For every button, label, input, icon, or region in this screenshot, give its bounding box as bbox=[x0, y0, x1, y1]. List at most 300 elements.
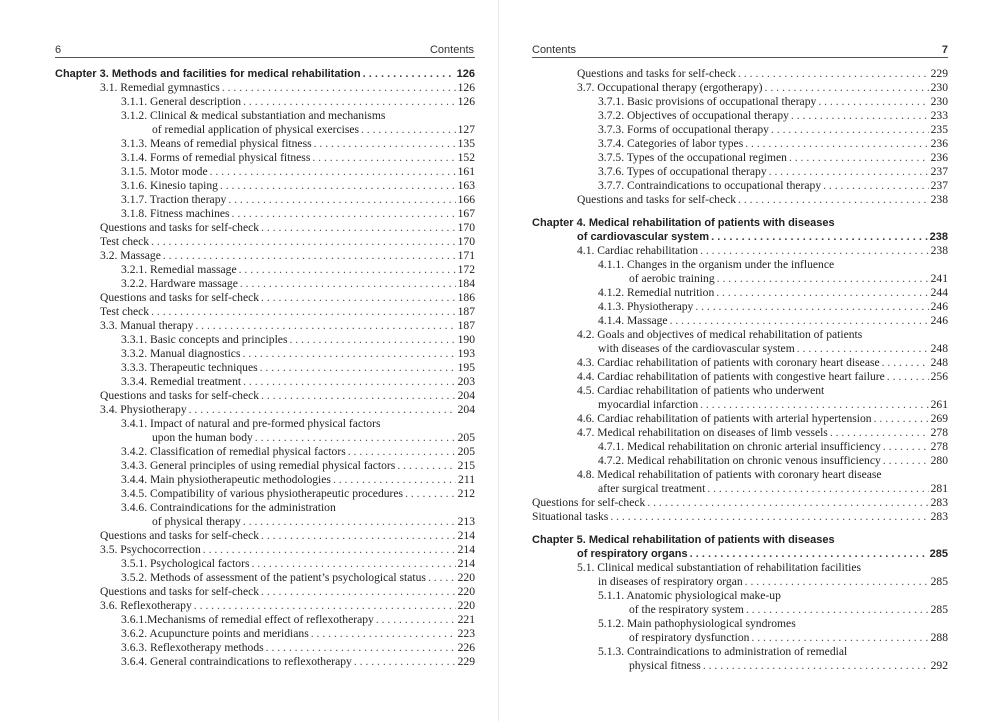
dot-leader bbox=[874, 412, 929, 426]
toc-entry[interactable] bbox=[532, 440, 948, 454]
toc-entry-title: 3.3.4. Remedial treatment bbox=[121, 375, 242, 388]
toc-entry-title: 3.6.3. Reflexotherapy methods bbox=[121, 641, 264, 654]
toc-page-number: 226 bbox=[457, 641, 475, 654]
dot-leader bbox=[261, 585, 456, 599]
toc-page-number: 248 bbox=[930, 356, 948, 369]
toc-page-number: 235 bbox=[930, 123, 948, 136]
toc-entry-title: 4.7.1. Medical rehabilitation on chronic arterial insufficiency bbox=[598, 440, 881, 453]
toc-entry-title: of the respiratory system bbox=[629, 603, 744, 616]
toc-entry[interactable] bbox=[532, 300, 948, 314]
toc-entry-title: 4.1.4. Massage bbox=[598, 314, 668, 327]
dot-leader bbox=[883, 454, 929, 468]
dot-leader bbox=[261, 221, 456, 235]
toc-entry[interactable] bbox=[532, 645, 948, 659]
toc-page-number: 244 bbox=[930, 286, 948, 299]
toc-entry[interactable] bbox=[532, 123, 948, 137]
toc-entry-title: Situational tasks bbox=[532, 510, 609, 523]
toc-page-number: 233 bbox=[930, 109, 948, 122]
toc-page-number: 230 bbox=[930, 81, 948, 94]
toc-entry-title: 3.3.2. Manual diagnostics bbox=[121, 347, 241, 360]
toc-entry-title: 3.4.4. Main physiotherapeutic methodologies bbox=[121, 473, 331, 486]
dot-leader bbox=[883, 440, 929, 454]
toc-entry-title: 3.2. Massage bbox=[100, 249, 161, 262]
toc-entry-title: 3.4.3. General principles of using remedial physical factors bbox=[121, 459, 396, 472]
dot-leader bbox=[261, 389, 456, 403]
toc-entry[interactable] bbox=[532, 244, 948, 258]
toc-page-number: 163 bbox=[457, 179, 475, 192]
toc-entry[interactable] bbox=[55, 109, 475, 123]
toc-entry-title: 3.1.4. Forms of remedial physical fitness bbox=[121, 151, 311, 164]
toc-entry[interactable] bbox=[532, 258, 948, 272]
section-gap bbox=[532, 207, 948, 216]
toc-entry-title: 4.7.2. Medical rehabilitation on chronic venous insufficiency bbox=[598, 454, 881, 467]
toc-entry[interactable] bbox=[532, 179, 948, 193]
dot-leader bbox=[363, 67, 455, 81]
toc-entry-title: 3.7.2. Objectives of occupational therapy bbox=[598, 109, 789, 122]
toc-entry-title: Test check bbox=[100, 235, 150, 248]
dot-leader bbox=[255, 431, 456, 445]
toc-entry[interactable] bbox=[55, 165, 475, 179]
toc-page-number: 230 bbox=[930, 95, 948, 108]
toc-entry-title: 3.4.6. Contraindications for the administration bbox=[121, 501, 336, 514]
toc-entry[interactable] bbox=[55, 81, 475, 95]
dot-leader bbox=[239, 263, 456, 277]
toc-entry-title: 3.6. Reflexotherapy bbox=[100, 599, 192, 612]
toc-entry[interactable] bbox=[55, 431, 475, 445]
toc-entry[interactable] bbox=[532, 165, 948, 179]
toc-entry[interactable] bbox=[55, 333, 475, 347]
toc-page-number: 220 bbox=[457, 585, 475, 598]
toc-entry[interactable] bbox=[532, 81, 948, 95]
toc-entry[interactable] bbox=[55, 473, 475, 487]
toc-page-number: 170 bbox=[457, 235, 475, 248]
toc-entry-title: 4.6. Cardiac rehabilitation of patients with arterial hypertension bbox=[577, 412, 872, 425]
toc-page-number: 214 bbox=[457, 543, 475, 556]
dot-leader bbox=[251, 557, 455, 571]
toc-page-number: 256 bbox=[930, 370, 948, 383]
toc-entry-title: 4.7. Medical rehabilitation on diseases of limb vessels bbox=[577, 426, 828, 439]
left-running-head: Contents bbox=[429, 44, 474, 56]
toc-page-number: 220 bbox=[457, 599, 475, 612]
toc-entry-title: 3.3. Manual therapy bbox=[100, 319, 194, 332]
toc-entry-title: 4.8. Medical rehabilitation of patients with coronary heart disease bbox=[577, 468, 882, 481]
toc-entry[interactable] bbox=[532, 617, 948, 631]
toc-entry[interactable] bbox=[532, 426, 948, 440]
toc-entry[interactable] bbox=[55, 123, 475, 137]
toc-page-number: 220 bbox=[457, 571, 475, 584]
section-gap bbox=[532, 524, 948, 533]
toc-entry[interactable] bbox=[532, 454, 948, 468]
toc-entry-title: Questions and tasks for self-check bbox=[100, 221, 260, 234]
toc-entry[interactable] bbox=[532, 589, 948, 603]
toc-entry[interactable] bbox=[55, 95, 475, 109]
toc-entry[interactable] bbox=[532, 356, 948, 370]
toc-page-number: 211 bbox=[458, 473, 475, 486]
dot-leader bbox=[738, 193, 929, 207]
toc-chapter-entry[interactable] bbox=[532, 216, 948, 230]
toc-entry-title: 3.5. Psychocorrection bbox=[100, 543, 201, 556]
toc-entry-title: 3.7.4. Categories of labor types bbox=[598, 137, 744, 150]
toc-entry-title: after surgical treatment bbox=[598, 482, 706, 495]
toc-entry[interactable] bbox=[55, 445, 475, 459]
toc-page-number: 269 bbox=[930, 412, 948, 425]
toc-entry-title: 5.1.2. Main pathophysiological syndromes bbox=[598, 617, 796, 630]
toc-entry-title: of physical therapy bbox=[152, 515, 241, 528]
toc-entry[interactable] bbox=[55, 375, 475, 389]
dot-leader bbox=[397, 459, 455, 473]
dot-leader bbox=[189, 403, 456, 417]
toc-entry-title: Questions and tasks for self-check bbox=[100, 529, 260, 542]
toc-chapter-entry[interactable] bbox=[55, 67, 475, 81]
toc-entry[interactable] bbox=[532, 398, 948, 412]
toc-entry-title: 3.7.6. Types of occupational therapy bbox=[598, 165, 767, 178]
toc-entry-title: Questions and tasks for self-check bbox=[577, 67, 737, 80]
toc-entry[interactable] bbox=[55, 389, 475, 403]
toc-page-number: 288 bbox=[930, 631, 948, 644]
dot-leader bbox=[163, 249, 456, 263]
toc-page-number: 204 bbox=[457, 403, 475, 416]
toc-entry-title: 5.1. Clinical medical substantiation of rehabilitation facilities bbox=[577, 561, 861, 574]
dot-leader bbox=[314, 137, 456, 151]
toc-page-number: 238 bbox=[929, 231, 948, 243]
dot-leader bbox=[361, 123, 456, 137]
toc-entry-title: 3.7. Occupational therapy (ergotherapy) bbox=[577, 81, 763, 94]
dot-leader bbox=[791, 109, 929, 123]
right-page-number: 7 bbox=[941, 44, 948, 56]
toc-entry[interactable] bbox=[55, 599, 475, 613]
toc-entry[interactable] bbox=[532, 151, 948, 165]
toc-entry[interactable] bbox=[532, 482, 948, 496]
toc-entry-title: in diseases of respiratory organ bbox=[598, 575, 743, 588]
toc-entry[interactable] bbox=[532, 109, 948, 123]
toc-entry[interactable] bbox=[55, 347, 475, 361]
dot-leader bbox=[240, 277, 456, 291]
left-header-rule bbox=[55, 57, 475, 58]
toc-entry-title: Test check bbox=[100, 305, 150, 318]
toc-entry[interactable] bbox=[55, 179, 475, 193]
toc-entry[interactable] bbox=[55, 571, 475, 585]
toc-page-number: 187 bbox=[457, 319, 475, 332]
toc-entry-title: 3.2.2. Hardware massage bbox=[121, 277, 238, 290]
toc-page-number: 161 bbox=[457, 165, 475, 178]
toc-entry[interactable] bbox=[55, 235, 475, 249]
toc-entry-title: Chapter 5. Medical rehabilitation of patients with diseases bbox=[532, 534, 835, 546]
toc-page-number: 170 bbox=[457, 221, 475, 234]
toc-entry-title: 3.3.3. Therapeutic techniques bbox=[121, 361, 258, 374]
toc-page-number: 186 bbox=[457, 291, 475, 304]
dot-leader bbox=[771, 123, 929, 137]
toc-entry-title: 4.1.3. Physiotherapy bbox=[598, 300, 694, 313]
toc-entry[interactable] bbox=[532, 286, 948, 300]
toc-page-number: 166 bbox=[457, 193, 475, 206]
dot-leader bbox=[289, 333, 455, 347]
toc-entry[interactable] bbox=[55, 459, 475, 473]
toc-entry-title: 5.1.3. Contraindications to administration of remedial bbox=[598, 645, 848, 658]
toc-entry-title: of aerobic training bbox=[629, 272, 715, 285]
toc-entry[interactable] bbox=[55, 193, 475, 207]
right-header-rule bbox=[532, 57, 948, 58]
dot-leader bbox=[823, 179, 928, 193]
dot-leader bbox=[610, 510, 928, 524]
dot-leader bbox=[745, 575, 929, 589]
dot-leader bbox=[228, 193, 455, 207]
dot-leader bbox=[222, 81, 456, 95]
toc-entry[interactable] bbox=[532, 496, 948, 510]
dot-leader bbox=[405, 487, 456, 501]
toc-page-number: 221 bbox=[457, 613, 475, 626]
toc-entry[interactable] bbox=[55, 361, 475, 375]
toc-entry-title: 3.1.7. Traction therapy bbox=[121, 193, 227, 206]
toc-entry[interactable] bbox=[532, 67, 948, 81]
toc-entry-title: 3.4.5. Compatibility of various physiotherapeutic procedures bbox=[121, 487, 404, 500]
toc-entry[interactable] bbox=[55, 207, 475, 221]
dot-leader bbox=[220, 179, 456, 193]
toc-entry-title: 3.1.1. General description bbox=[121, 95, 242, 108]
toc-entry[interactable] bbox=[55, 487, 475, 501]
dot-leader bbox=[354, 655, 456, 669]
toc-page-number: 246 bbox=[930, 314, 948, 327]
dot-leader bbox=[789, 151, 929, 165]
toc-entry-title: of cardiovascular system bbox=[577, 231, 710, 243]
toc-entry-title: 3.1.6. Kinesio taping bbox=[121, 179, 218, 192]
dot-leader bbox=[261, 529, 456, 543]
dot-leader bbox=[203, 543, 456, 557]
toc-entry-title: myocardial infarction bbox=[598, 398, 699, 411]
dot-leader bbox=[243, 515, 456, 529]
toc-page-number: 215 bbox=[457, 459, 475, 472]
toc-entry[interactable] bbox=[55, 515, 475, 529]
toc-page-number: 223 bbox=[457, 627, 475, 640]
toc-entry-title: 5.1.1. Anatomic physiological make-up bbox=[598, 589, 781, 602]
toc-chapter-entry[interactable] bbox=[532, 230, 948, 244]
toc-entry-title: 3.4.2. Classification of remedial physical factors bbox=[121, 445, 346, 458]
toc-entry-title: 4.5. Cardiac rehabilitation of patients who underwent bbox=[577, 384, 825, 397]
dot-leader bbox=[700, 398, 928, 412]
dot-leader bbox=[647, 496, 928, 510]
left-toc-list bbox=[55, 67, 475, 669]
dot-leader bbox=[428, 571, 456, 585]
toc-entry[interactable] bbox=[532, 272, 948, 286]
toc-entry-title: 3.1.8. Fitness machines bbox=[121, 207, 230, 220]
toc-entry[interactable] bbox=[55, 291, 475, 305]
right-running-head: Contents bbox=[532, 44, 577, 56]
dot-leader bbox=[711, 230, 928, 244]
dot-leader bbox=[260, 361, 456, 375]
dot-leader bbox=[717, 272, 929, 286]
toc-entry-title: 4.1.2. Remedial nutrition bbox=[598, 286, 715, 299]
toc-entry[interactable] bbox=[55, 501, 475, 515]
dot-leader bbox=[312, 151, 455, 165]
toc-entry[interactable] bbox=[55, 151, 475, 165]
toc-page-number: 212 bbox=[457, 487, 475, 500]
dot-leader bbox=[700, 244, 929, 258]
toc-entry-title: 3.7.1. Basic provisions of occupational therapy bbox=[598, 95, 817, 108]
toc-entry[interactable] bbox=[55, 557, 475, 571]
toc-entry[interactable] bbox=[532, 370, 948, 384]
toc-page-number: 283 bbox=[930, 496, 948, 509]
toc-page-number: 236 bbox=[930, 151, 948, 164]
toc-entry[interactable] bbox=[55, 641, 475, 655]
toc-page-number: 285 bbox=[930, 603, 948, 616]
toc-chapter-entry[interactable] bbox=[532, 547, 948, 561]
toc-entry-title: physical fitness bbox=[629, 659, 701, 672]
toc-page-number: 261 bbox=[930, 398, 948, 411]
toc-entry[interactable] bbox=[55, 627, 475, 641]
dot-leader bbox=[333, 473, 456, 487]
toc-entry-title: 3.3.1. Basic concepts and principles bbox=[121, 333, 288, 346]
toc-page-number: 241 bbox=[930, 272, 948, 285]
toc-page-number: 187 bbox=[457, 305, 475, 318]
dot-leader bbox=[695, 300, 928, 314]
toc-page-number: 190 bbox=[457, 333, 475, 346]
toc-entry[interactable] bbox=[55, 529, 475, 543]
toc-page-number: 203 bbox=[457, 375, 475, 388]
toc-entry-title: 3.7.7. Contraindications to occupational therapy bbox=[598, 179, 822, 192]
toc-entry-title: of remedial application of physical exercises bbox=[152, 123, 359, 136]
dot-leader bbox=[195, 319, 455, 333]
toc-entry[interactable] bbox=[532, 95, 948, 109]
toc-page-number: 126 bbox=[457, 81, 475, 94]
toc-page-number: 193 bbox=[457, 347, 475, 360]
toc-entry[interactable] bbox=[532, 468, 948, 482]
toc-page-number: 214 bbox=[457, 557, 475, 570]
toc-entry[interactable] bbox=[55, 613, 475, 627]
dot-leader bbox=[210, 165, 456, 179]
toc-page-number: 285 bbox=[929, 548, 948, 560]
toc-entry[interactable] bbox=[55, 543, 475, 557]
dot-leader bbox=[751, 631, 928, 645]
toc-entry-title: 4.3. Cardiac rehabilitation of patients with coronary heart disease bbox=[577, 356, 880, 369]
toc-entry[interactable] bbox=[532, 412, 948, 426]
toc-page-number: 285 bbox=[930, 575, 948, 588]
toc-entry-title: of respiratory organs bbox=[577, 548, 688, 560]
toc-entry[interactable] bbox=[532, 510, 948, 524]
toc-entry[interactable] bbox=[532, 561, 948, 575]
toc-page-number: 126 bbox=[457, 95, 475, 108]
toc-entry-title: upon the human body bbox=[152, 431, 253, 444]
dot-leader bbox=[703, 659, 929, 673]
toc-page-number: 167 bbox=[457, 207, 475, 220]
dot-leader bbox=[670, 314, 929, 328]
dot-leader bbox=[151, 305, 456, 319]
toc-entry-title: 3.5.2. Methods of assessment of the patient’s psychological status bbox=[121, 571, 426, 584]
left-page-number: 6 bbox=[55, 44, 62, 56]
toc-entry[interactable] bbox=[55, 137, 475, 151]
toc-entry-title: 3.6.4. General contraindications to reflexotherapy bbox=[121, 655, 352, 668]
dot-leader bbox=[765, 81, 929, 95]
dot-leader bbox=[243, 375, 456, 389]
toc-page-number: 135 bbox=[457, 137, 475, 150]
dot-leader bbox=[376, 613, 456, 627]
toc-chapter-entry[interactable] bbox=[532, 533, 948, 547]
toc-entry-title: Questions for self-check bbox=[532, 496, 646, 509]
toc-entry-title: 3.5.1. Psychological factors bbox=[121, 557, 250, 570]
toc-entry[interactable] bbox=[532, 384, 948, 398]
dot-leader bbox=[707, 482, 928, 496]
toc-page-number: 171 bbox=[457, 249, 475, 262]
dot-leader bbox=[745, 137, 928, 151]
toc-entry[interactable] bbox=[55, 585, 475, 599]
dot-leader bbox=[232, 207, 456, 221]
toc-entry[interactable] bbox=[532, 342, 948, 356]
right-page bbox=[500, 0, 1000, 721]
toc-entry[interactable] bbox=[55, 221, 475, 235]
toc-entry-title: Questions and tasks for self-check bbox=[100, 585, 260, 598]
toc-page-number: 184 bbox=[457, 277, 475, 290]
toc-entry[interactable] bbox=[55, 305, 475, 319]
toc-entry[interactable] bbox=[55, 403, 475, 417]
toc-entry-title: 4.1. Cardiac rehabilitation bbox=[577, 244, 699, 257]
toc-page-number: 195 bbox=[457, 361, 475, 374]
dot-leader bbox=[769, 165, 929, 179]
toc-page-number: 229 bbox=[930, 67, 948, 80]
toc-entry[interactable] bbox=[55, 249, 475, 263]
toc-entry-title: Chapter 4. Medical rehabilitation of patients with diseases bbox=[532, 217, 835, 229]
toc-page-number: 213 bbox=[457, 515, 475, 528]
toc-page-number: 238 bbox=[930, 244, 948, 257]
dot-leader bbox=[716, 286, 928, 300]
toc-page-number: 204 bbox=[457, 389, 475, 402]
dot-leader bbox=[194, 599, 456, 613]
toc-entry[interactable] bbox=[55, 655, 475, 669]
toc-page-number: 152 bbox=[457, 151, 475, 164]
toc-page-number: 214 bbox=[457, 529, 475, 542]
toc-entry[interactable] bbox=[532, 575, 948, 589]
toc-page-number: 292 bbox=[930, 659, 948, 672]
dot-leader bbox=[882, 356, 929, 370]
toc-entry-title: Questions and tasks for self-check bbox=[577, 193, 737, 206]
toc-page-number: 278 bbox=[930, 440, 948, 453]
dot-leader bbox=[818, 95, 928, 109]
toc-entry-title: 3.6.2. Acupuncture points and meridians bbox=[121, 627, 309, 640]
dot-leader bbox=[266, 641, 456, 655]
toc-entry-title: 4.2. Goals and objectives of medical rehabilitation of patients bbox=[577, 328, 863, 341]
toc-page-number: 278 bbox=[930, 426, 948, 439]
toc-entry[interactable] bbox=[532, 328, 948, 342]
toc-page-number: 205 bbox=[457, 445, 475, 458]
toc-entry-title: 3.7.3. Forms of occupational therapy bbox=[598, 123, 769, 136]
dot-leader bbox=[887, 370, 929, 384]
toc-page-number: 238 bbox=[930, 193, 948, 206]
toc-entry-title: 3.7.5. Types of the occupational regimen bbox=[598, 151, 787, 164]
toc-entry[interactable] bbox=[55, 319, 475, 333]
toc-entry-title: Chapter 3. Methods and facilities for medical rehabilitation bbox=[55, 68, 361, 80]
toc-entry[interactable] bbox=[55, 277, 475, 291]
toc-entry[interactable] bbox=[532, 193, 948, 207]
dot-leader bbox=[311, 627, 456, 641]
toc-entry[interactable] bbox=[532, 631, 948, 645]
dot-leader bbox=[348, 445, 456, 459]
toc-entry-title: 4.1.1. Changes in the organism under the influence bbox=[598, 258, 835, 271]
dot-leader bbox=[690, 547, 928, 561]
toc-entry-title: of respiratory dysfunction bbox=[629, 631, 750, 644]
toc-entry-title: 4.4. Cardiac rehabilitation of patients with congestive heart failure bbox=[577, 370, 885, 383]
toc-page-number: 172 bbox=[457, 263, 475, 276]
toc-page-number: 237 bbox=[930, 179, 948, 192]
toc-entry-title: 3.1. Remedial gymnastics bbox=[100, 81, 220, 94]
toc-entry[interactable] bbox=[532, 137, 948, 151]
dot-leader bbox=[738, 67, 929, 81]
dot-leader bbox=[243, 95, 456, 109]
dot-leader bbox=[746, 603, 929, 617]
toc-entry-title: 3.1.3. Means of remedial physical fitness bbox=[121, 137, 312, 150]
toc-page-number: 248 bbox=[930, 342, 948, 355]
toc-entry[interactable] bbox=[532, 659, 948, 673]
toc-entry[interactable] bbox=[55, 263, 475, 277]
toc-entry[interactable] bbox=[532, 603, 948, 617]
toc-entry[interactable] bbox=[532, 314, 948, 328]
toc-entry[interactable] bbox=[55, 417, 475, 431]
